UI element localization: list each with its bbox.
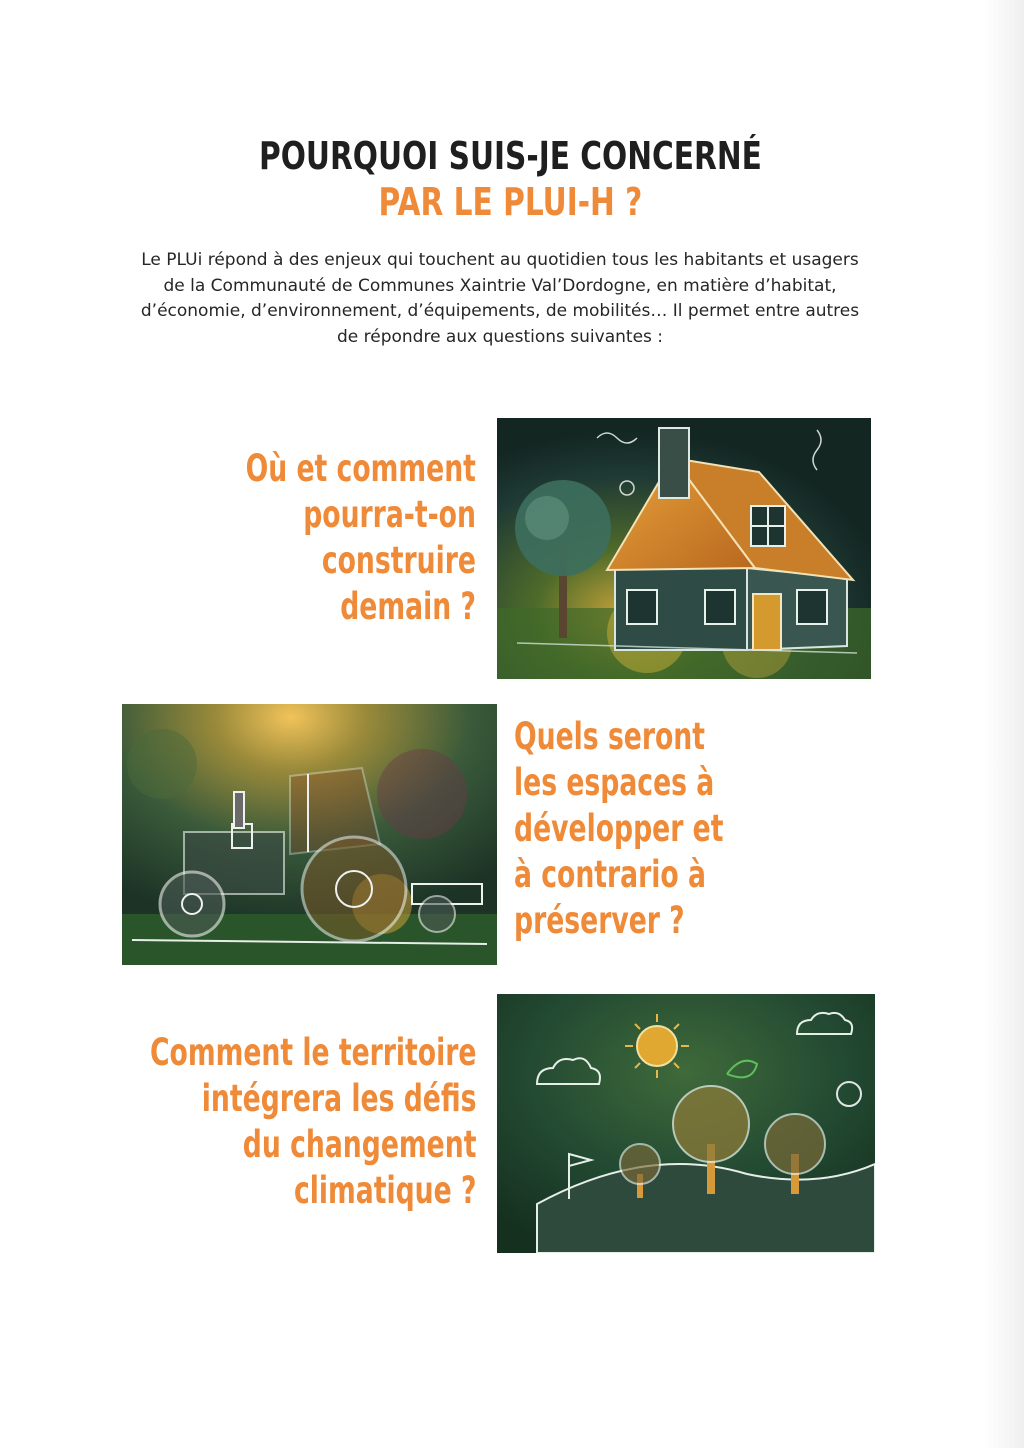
- intro-line: Le PLUi répond à des enjeux qui touchent au quotidien tous les habitants et usagers: [141, 250, 859, 270]
- intro-paragraph: [110, 248, 890, 350]
- intro-line: de répondre aux questions suivantes :: [336, 326, 664, 347]
- question-line: à contrario à: [514, 853, 706, 896]
- question-line: demain ?: [340, 585, 476, 628]
- question-line: intégrera les défis: [201, 1077, 476, 1120]
- page-title-line-1: POURQUOI SUIS-JE CONCERNÉ: [258, 134, 762, 178]
- question-line: Où et comment: [245, 447, 476, 490]
- question-line: Quels seront: [514, 715, 706, 758]
- question-line: construire: [321, 539, 476, 582]
- question-spaces-develop-preserve: [514, 714, 723, 944]
- question-line: du changement: [242, 1123, 476, 1166]
- question-line: climatique ?: [293, 1169, 476, 1212]
- question-build-tomorrow: [246, 446, 476, 630]
- tractor-sketch-icon: [122, 704, 497, 965]
- house-sketch-icon: [497, 418, 871, 679]
- question-line: pourra-t-on: [303, 493, 476, 536]
- question-line: préserver ?: [514, 899, 685, 942]
- question-line: les espaces à: [514, 761, 715, 804]
- question-line: développer et: [514, 807, 724, 850]
- question-climate-change: [150, 1030, 476, 1214]
- intro-line: de la Communauté de Communes Xaintrie Val’Dordogne, en matière d’habitat,: [163, 275, 837, 296]
- page-edge: [982, 0, 1024, 1448]
- trees-sun-sketch-icon: [497, 994, 875, 1253]
- question-line: Comment le territoire: [149, 1031, 476, 1074]
- intro-line: d’économie, d’environnement, d’équipements, de mobilités… Il permet entre autres: [140, 301, 860, 322]
- page-title-line-2: PAR LE PLUI-H ?: [378, 180, 643, 224]
